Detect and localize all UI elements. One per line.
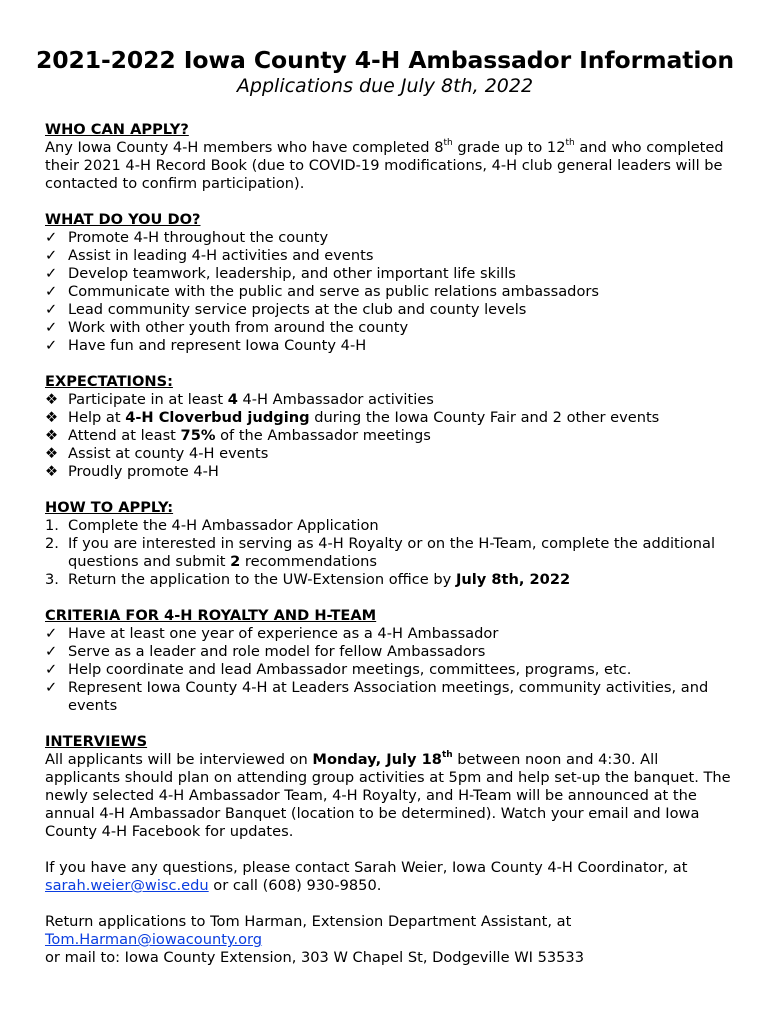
- checkmark-icon: ✓: [45, 265, 58, 282]
- return-section: [45, 913, 735, 967]
- checkmark-icon: ✓: [45, 643, 58, 660]
- step-text: Complete the 4-H Ambassador Application: [68, 517, 379, 534]
- checkmark-icon: ✓: [45, 679, 58, 696]
- list-item: [45, 427, 735, 445]
- interviews-text: [45, 751, 735, 841]
- interviews-date: Monday, July 18: [312, 751, 442, 768]
- list-item-text: Represent Iowa County 4-H at Leaders Association meetings, community activities, and events: [68, 679, 709, 714]
- list-item: [45, 265, 735, 283]
- item-text: 4-H Ambassador activities: [237, 391, 434, 408]
- step-text: If you are interested in serving as 4-H Royalty or on the H-Team, complete the additional questions and submit: [68, 535, 715, 570]
- list-item: [45, 391, 735, 409]
- list-item: [45, 247, 735, 265]
- list-item: [45, 679, 735, 715]
- list-item-text: Have fun and represent Iowa County 4-H: [68, 337, 367, 354]
- list-item: [45, 301, 735, 319]
- step-text: Return the application to the UW-Extension office by: [68, 571, 456, 588]
- page-subtitle: Applications due July 8th, 2022: [236, 75, 534, 97]
- item-text: Assist at county 4-H events: [68, 445, 269, 462]
- interviews-text-pre: All applicants will be interviewed on: [45, 751, 313, 768]
- list-item-text: Have at least one year of experience as a 4-H Ambassador: [68, 625, 499, 642]
- list-item: [45, 535, 735, 571]
- diamond-bullet-icon: ❖: [45, 463, 59, 480]
- list-item: [45, 319, 735, 337]
- who-sup-a: th: [443, 138, 453, 149]
- item-bold: 4-H Cloverbud judging: [125, 409, 310, 426]
- sarah-email-link[interactable]: sarah.weier@wisc.edu: [45, 877, 209, 894]
- checkmark-icon: ✓: [45, 301, 58, 318]
- list-item: [45, 229, 735, 247]
- list-item: [45, 571, 735, 589]
- contact-text-pre: If you have any questions, please contact Sarah Weier, Iowa County 4-H Coordinator, at: [45, 859, 688, 876]
- criteria-section: [45, 607, 735, 715]
- how-heading: HOW TO APPLY:: [45, 499, 174, 516]
- step-bold: July 8th, 2022: [455, 571, 571, 588]
- list-item-text: Promote 4-H throughout the county: [68, 229, 329, 246]
- list-item: [45, 643, 735, 661]
- return-text: [45, 913, 735, 949]
- expectations-heading: EXPECTATIONS:: [45, 373, 173, 390]
- contact-text: [45, 859, 735, 895]
- item-text: Attend at least: [68, 427, 181, 444]
- item-text: during the Iowa County Fair and 2 other events: [309, 409, 660, 426]
- list-item-text: Develop teamwork, leadership, and other important life skills: [68, 265, 516, 282]
- list-item-text: Work with other youth from around the county: [68, 319, 409, 336]
- list-item: [45, 625, 735, 643]
- mail-address: or mail to: Iowa County Extension, 303 W Chapel St, Dodgeville WI 53533: [45, 949, 584, 966]
- contact-text-post: or call (608) 930-9850.: [208, 877, 382, 894]
- interviews-section: [45, 733, 735, 841]
- step-number: 3.: [45, 571, 59, 588]
- checkmark-icon: ✓: [45, 319, 58, 336]
- diamond-bullet-icon: ❖: [45, 445, 59, 462]
- diamond-bullet-icon: ❖: [45, 391, 59, 408]
- item-text: Help at: [68, 409, 126, 426]
- item-bold: 4: [227, 391, 238, 408]
- list-item: [45, 409, 735, 427]
- diamond-bullet-icon: ❖: [45, 409, 59, 426]
- step-text: recommendations: [240, 553, 377, 570]
- who-text-c: and who completed their 2021 4-H Record Book (due to COVID-19 modifications, 4-H club general leaders will be contacted to confirm participation).: [45, 139, 724, 192]
- list-item-text: Help coordinate and lead Ambassador meetings, committees, programs, etc.: [68, 661, 632, 678]
- checkmark-icon: ✓: [45, 625, 58, 642]
- criteria-heading: CRITERIA FOR 4-H ROYALTY AND H-TEAM: [45, 607, 377, 624]
- diamond-bullet-icon: ❖: [45, 427, 59, 444]
- list-item: [45, 661, 735, 679]
- list-item: [45, 445, 735, 463]
- interviews-heading: INTERVIEWS: [45, 733, 148, 750]
- step-bold: 2: [230, 553, 241, 570]
- who-sup-b: th: [565, 138, 575, 149]
- list-item-text: Communicate with the public and serve as public relations ambassadors: [68, 283, 599, 300]
- who-text: [45, 139, 735, 193]
- what-section: [45, 211, 735, 355]
- item-bold: 75%: [180, 427, 216, 444]
- list-item-text: Assist in leading 4-H activities and events: [68, 247, 374, 264]
- list-item-text: Lead community service projects at the club and county levels: [68, 301, 527, 318]
- how-section: [45, 499, 735, 589]
- checkmark-icon: ✓: [45, 229, 58, 246]
- checkmark-icon: ✓: [45, 247, 58, 264]
- who-heading: WHO CAN APPLY?: [45, 121, 189, 138]
- who-text-a: Any Iowa County 4-H members who have completed 8: [45, 139, 444, 156]
- list-item: [45, 517, 735, 535]
- expectations-section: [45, 373, 735, 481]
- checkmark-icon: ✓: [45, 337, 58, 354]
- step-number: 2.: [45, 535, 59, 552]
- list-item-text: Serve as a leader and role model for fellow Ambassadors: [68, 643, 486, 660]
- item-text: of the Ambassador meetings: [215, 427, 431, 444]
- item-text: Participate in at least: [68, 391, 228, 408]
- item-text: Proudly promote 4-H: [68, 463, 219, 480]
- return-text-pre: Return applications to Tom Harman, Extension Department Assistant, at: [45, 913, 572, 930]
- document-body: [45, 121, 735, 967]
- page-title: 2021-2022 Iowa County 4-H Ambassador Information: [36, 46, 734, 74]
- list-item: [45, 283, 735, 301]
- who-section: [45, 121, 735, 193]
- list-item: [45, 463, 735, 481]
- who-text-b: grade up to 12: [452, 139, 566, 156]
- interviews-sup: th: [441, 750, 453, 761]
- step-number: 1.: [45, 517, 59, 534]
- what-heading: WHAT DO YOU DO?: [45, 211, 201, 228]
- checkmark-icon: ✓: [45, 661, 58, 678]
- list-item: [45, 337, 735, 355]
- contact-section: [45, 859, 735, 895]
- checkmark-icon: ✓: [45, 283, 58, 300]
- interviews-text-post: between noon and 4:30. All applicants should plan on attending group activities at 5pm and help set-up the banquet. The newly selected 4-H Ambassador Team, 4-H Royalty, and H-Team will be announced at the annual 4-H Ambassador Banquet (location to be determined). Watch your email and Iowa County 4-H Facebook for updates.: [45, 751, 731, 840]
- tom-email-link[interactable]: Tom.Harman@iowacounty.org: [45, 931, 263, 948]
